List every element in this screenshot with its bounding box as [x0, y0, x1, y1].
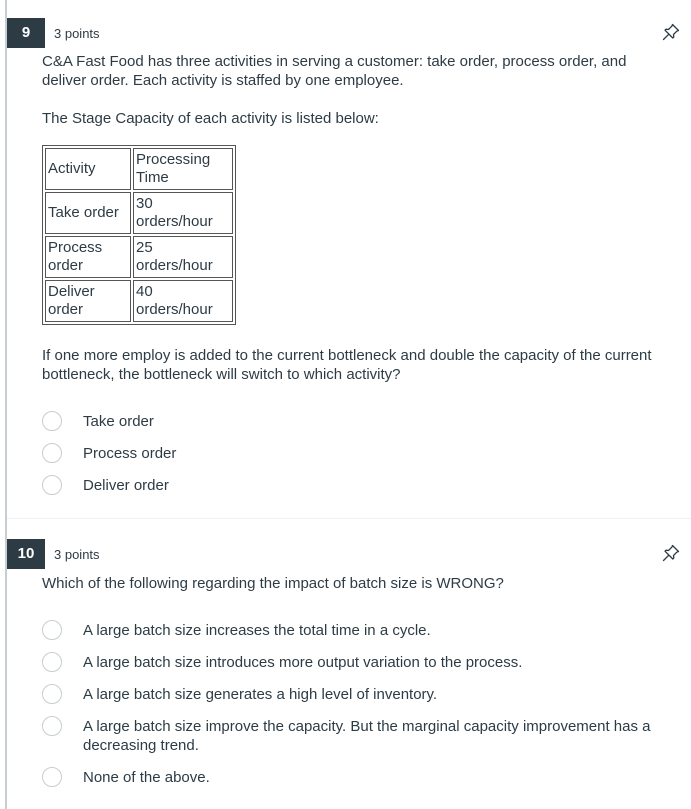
- radio-button[interactable]: [42, 475, 62, 495]
- radio-button[interactable]: [42, 684, 62, 704]
- option-label: A large batch size generates a high level of inventory.: [83, 686, 438, 703]
- question-9: [7, 18, 691, 518]
- radio-button[interactable]: [42, 411, 62, 431]
- answer-option-2[interactable]: [42, 653, 683, 672]
- answer-option-3[interactable]: [42, 685, 683, 704]
- answer-options: [42, 412, 683, 508]
- table-cell: Process order: [45, 236, 131, 278]
- table-header-cell: Processing Time: [133, 148, 233, 190]
- option-label: None of the above.: [83, 769, 210, 786]
- answer-option-deliver-order[interactable]: [42, 476, 683, 495]
- stage-capacity-table: [42, 145, 236, 325]
- question-divider: [7, 518, 691, 519]
- question-number: 10: [7, 539, 45, 569]
- answer-option-1[interactable]: [42, 621, 683, 640]
- table-row: [45, 192, 233, 234]
- radio-button[interactable]: [42, 716, 62, 736]
- answer-option-take-order[interactable]: [42, 412, 683, 431]
- table-cell: Deliver order: [45, 280, 131, 322]
- answer-option-5[interactable]: [42, 768, 683, 787]
- table-cell: 25 orders/hour: [133, 236, 233, 278]
- table-cell: 40 orders/hour: [133, 280, 233, 322]
- radio-button[interactable]: [42, 620, 62, 640]
- pin-icon[interactable]: [661, 22, 681, 42]
- table-header-cell: Activity: [45, 148, 131, 190]
- question-intro: C&A Fast Food has three activities in serving a customer: take order, process order, and deliver order. Each activity is staffed by one employee.: [42, 53, 627, 89]
- table-cell: Take order: [45, 192, 131, 234]
- table-row: [45, 236, 233, 278]
- table-intro: The Stage Capacity of each activity is listed below:: [42, 110, 379, 127]
- option-label: Deliver order: [83, 477, 169, 494]
- question-text: If one more employ is added to the current bottleneck and double the capacity of the current bottleneck, the bottleneck will switch to which activity?: [42, 347, 652, 383]
- radio-button[interactable]: [42, 767, 62, 787]
- question-number: 9: [7, 18, 45, 48]
- question-10: [7, 539, 691, 809]
- option-label: A large batch size improve the capacity. But the marginal capacity improvement has a decreasing trend.: [83, 718, 651, 754]
- table-header-row: [45, 148, 233, 190]
- table-row: [45, 280, 233, 322]
- option-label: Process order: [83, 445, 177, 462]
- answer-option-process-order[interactable]: [42, 444, 683, 463]
- question-points: 3 points: [54, 547, 100, 562]
- question-points: 3 points: [54, 26, 100, 41]
- option-label: A large batch size increases the total time in a cycle.: [83, 622, 431, 639]
- answer-option-4[interactable]: [42, 717, 683, 755]
- pin-icon[interactable]: [661, 543, 681, 563]
- answer-options: [42, 621, 683, 800]
- option-label: A large batch size introduces more output variation to the process.: [83, 654, 523, 671]
- radio-button[interactable]: [42, 652, 62, 672]
- question-text: Which of the following regarding the impact of batch size is WRONG?: [42, 575, 504, 592]
- option-label: Take order: [83, 413, 154, 430]
- radio-button[interactable]: [42, 443, 62, 463]
- table-cell: 30 orders/hour: [133, 192, 233, 234]
